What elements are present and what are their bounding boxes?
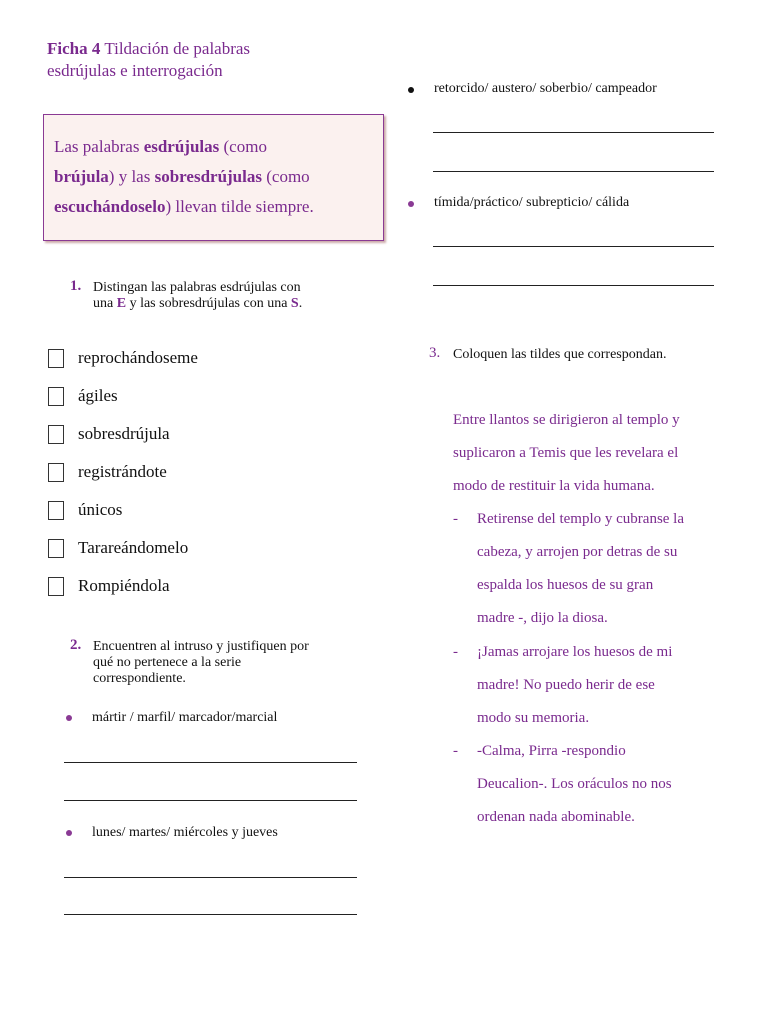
story-intro: [453, 404, 680, 503]
dash-marker: -: [453, 644, 458, 660]
dash-marker: -: [453, 743, 458, 759]
story-line: modo de restituir la vida humana.: [453, 478, 655, 494]
option-label: ágiles: [78, 386, 118, 405]
rule-text: ) llevan tilde siempre.: [165, 197, 314, 216]
checkbox[interactable]: [48, 387, 64, 406]
story-dialogue-2: [477, 636, 672, 735]
ficha-label: Ficha 4: [47, 39, 101, 58]
story-line: Deucalion-. Los oráculos no nos: [477, 776, 672, 792]
rule-box: [43, 114, 384, 241]
story-line: Retirense del templo y cubranse la: [477, 511, 685, 527]
story-line: cabeza, y arrojen por detras de su: [477, 544, 678, 560]
option-row[interactable]: [48, 347, 198, 369]
checkbox[interactable]: [48, 501, 64, 520]
story-line: madre! No puedo herir de ese: [477, 677, 655, 693]
rule-text: (como: [261, 167, 310, 186]
exercise2-line3: correspondiente.: [93, 671, 186, 686]
intruder-item: lunes/ martes/ miércoles y jueves: [92, 825, 278, 840]
answer-line[interactable]: [64, 762, 357, 764]
bullet-icon: [66, 830, 72, 836]
story-line: -Calma, Pirra -respondio: [477, 743, 626, 759]
story-line: madre -, dijo la diosa.: [477, 610, 608, 626]
title-line2: esdrújulas e interrogación: [47, 61, 223, 80]
letter-e: E: [116, 296, 127, 311]
exercise2-number: 2.: [70, 637, 82, 653]
story-dialogue-3: [477, 735, 672, 834]
checkbox[interactable]: [48, 577, 64, 596]
story-line: Entre llantos se dirigieron al templo y: [453, 412, 680, 428]
option-label: únicos: [78, 500, 123, 519]
option-label: registrándote: [78, 462, 167, 481]
dash-marker: -: [453, 511, 458, 527]
answer-line[interactable]: [433, 246, 714, 248]
option-label: Tarareándomelo: [78, 538, 189, 557]
exercise3-number: 3.: [429, 345, 441, 361]
option-label: Rompiéndola: [78, 576, 170, 595]
story-dialogue-1: [477, 503, 684, 635]
answer-line[interactable]: [433, 285, 714, 287]
story-line: suplicaron a Temis que les revelara el: [453, 445, 679, 461]
exercise1-instruction: [93, 280, 302, 312]
exercise1-line2b: y las sobresdrújulas con una: [126, 296, 291, 311]
exercise2-line1: Encuentren al intruso y justifiquen por: [93, 639, 309, 654]
bullet-icon: [66, 715, 72, 721]
story-line: ¡Jamas arrojare los huesos de mi: [477, 644, 673, 660]
rule-bold-brujula: brújula: [54, 167, 109, 186]
rule-text: ) y las: [108, 167, 155, 186]
option-row[interactable]: [48, 461, 167, 483]
exercise1-line2a: una: [93, 296, 117, 311]
option-row[interactable]: [48, 499, 122, 521]
exercise1-line1: Distingan las palabras esdrújulas con: [93, 280, 301, 295]
exercise2-line2: qué no pertenece a la serie: [93, 655, 242, 670]
rule-text: Las palabras: [54, 137, 144, 156]
exercise2-instruction: [93, 639, 309, 687]
rule-bold-sobresdrujulas: sobresdrújulas: [154, 167, 262, 186]
bullet-icon: [408, 201, 414, 207]
answer-line[interactable]: [64, 800, 357, 802]
page-title: [47, 38, 250, 82]
story-line: espalda los huesos de su gran: [477, 577, 654, 593]
bullet-icon: [408, 87, 414, 93]
story-line: modo su memoria.: [477, 710, 590, 726]
title-line1: Tildación de palabras: [104, 39, 251, 58]
story-line: ordenan nada abominable.: [477, 809, 635, 825]
option-label: reprochándoseme: [78, 348, 198, 367]
intruder-item: mártir / marfil/ marcador/marcial: [92, 710, 278, 725]
letter-s: S: [290, 296, 299, 311]
option-row[interactable]: [48, 385, 118, 407]
exercise3-instruction: Coloquen las tildes que correspondan.: [453, 347, 667, 362]
answer-line[interactable]: [64, 914, 357, 916]
rule-text: (como: [219, 137, 267, 156]
answer-line[interactable]: [64, 877, 357, 879]
exercise1-line2c: .: [298, 296, 303, 311]
rule-bold-esdrujulas: esdrújulas: [143, 137, 220, 156]
rule-bold-escuchandoselo: escuchándoselo: [54, 197, 166, 216]
checkbox[interactable]: [48, 425, 64, 444]
answer-line[interactable]: [433, 171, 714, 173]
intruder-item: retorcido/ austero/ soberbio/ campeador: [434, 81, 657, 96]
answer-line[interactable]: [433, 132, 714, 134]
option-row[interactable]: [48, 537, 188, 559]
option-row[interactable]: [48, 423, 170, 445]
option-row[interactable]: [48, 575, 170, 597]
intruder-item: tímida/práctico/ subrepticio/ cálida: [434, 195, 630, 210]
checkbox[interactable]: [48, 463, 64, 482]
checkbox[interactable]: [48, 349, 64, 368]
option-label: sobresdrújula: [78, 424, 170, 443]
checkbox[interactable]: [48, 539, 64, 558]
exercise1-number: 1.: [70, 278, 82, 294]
